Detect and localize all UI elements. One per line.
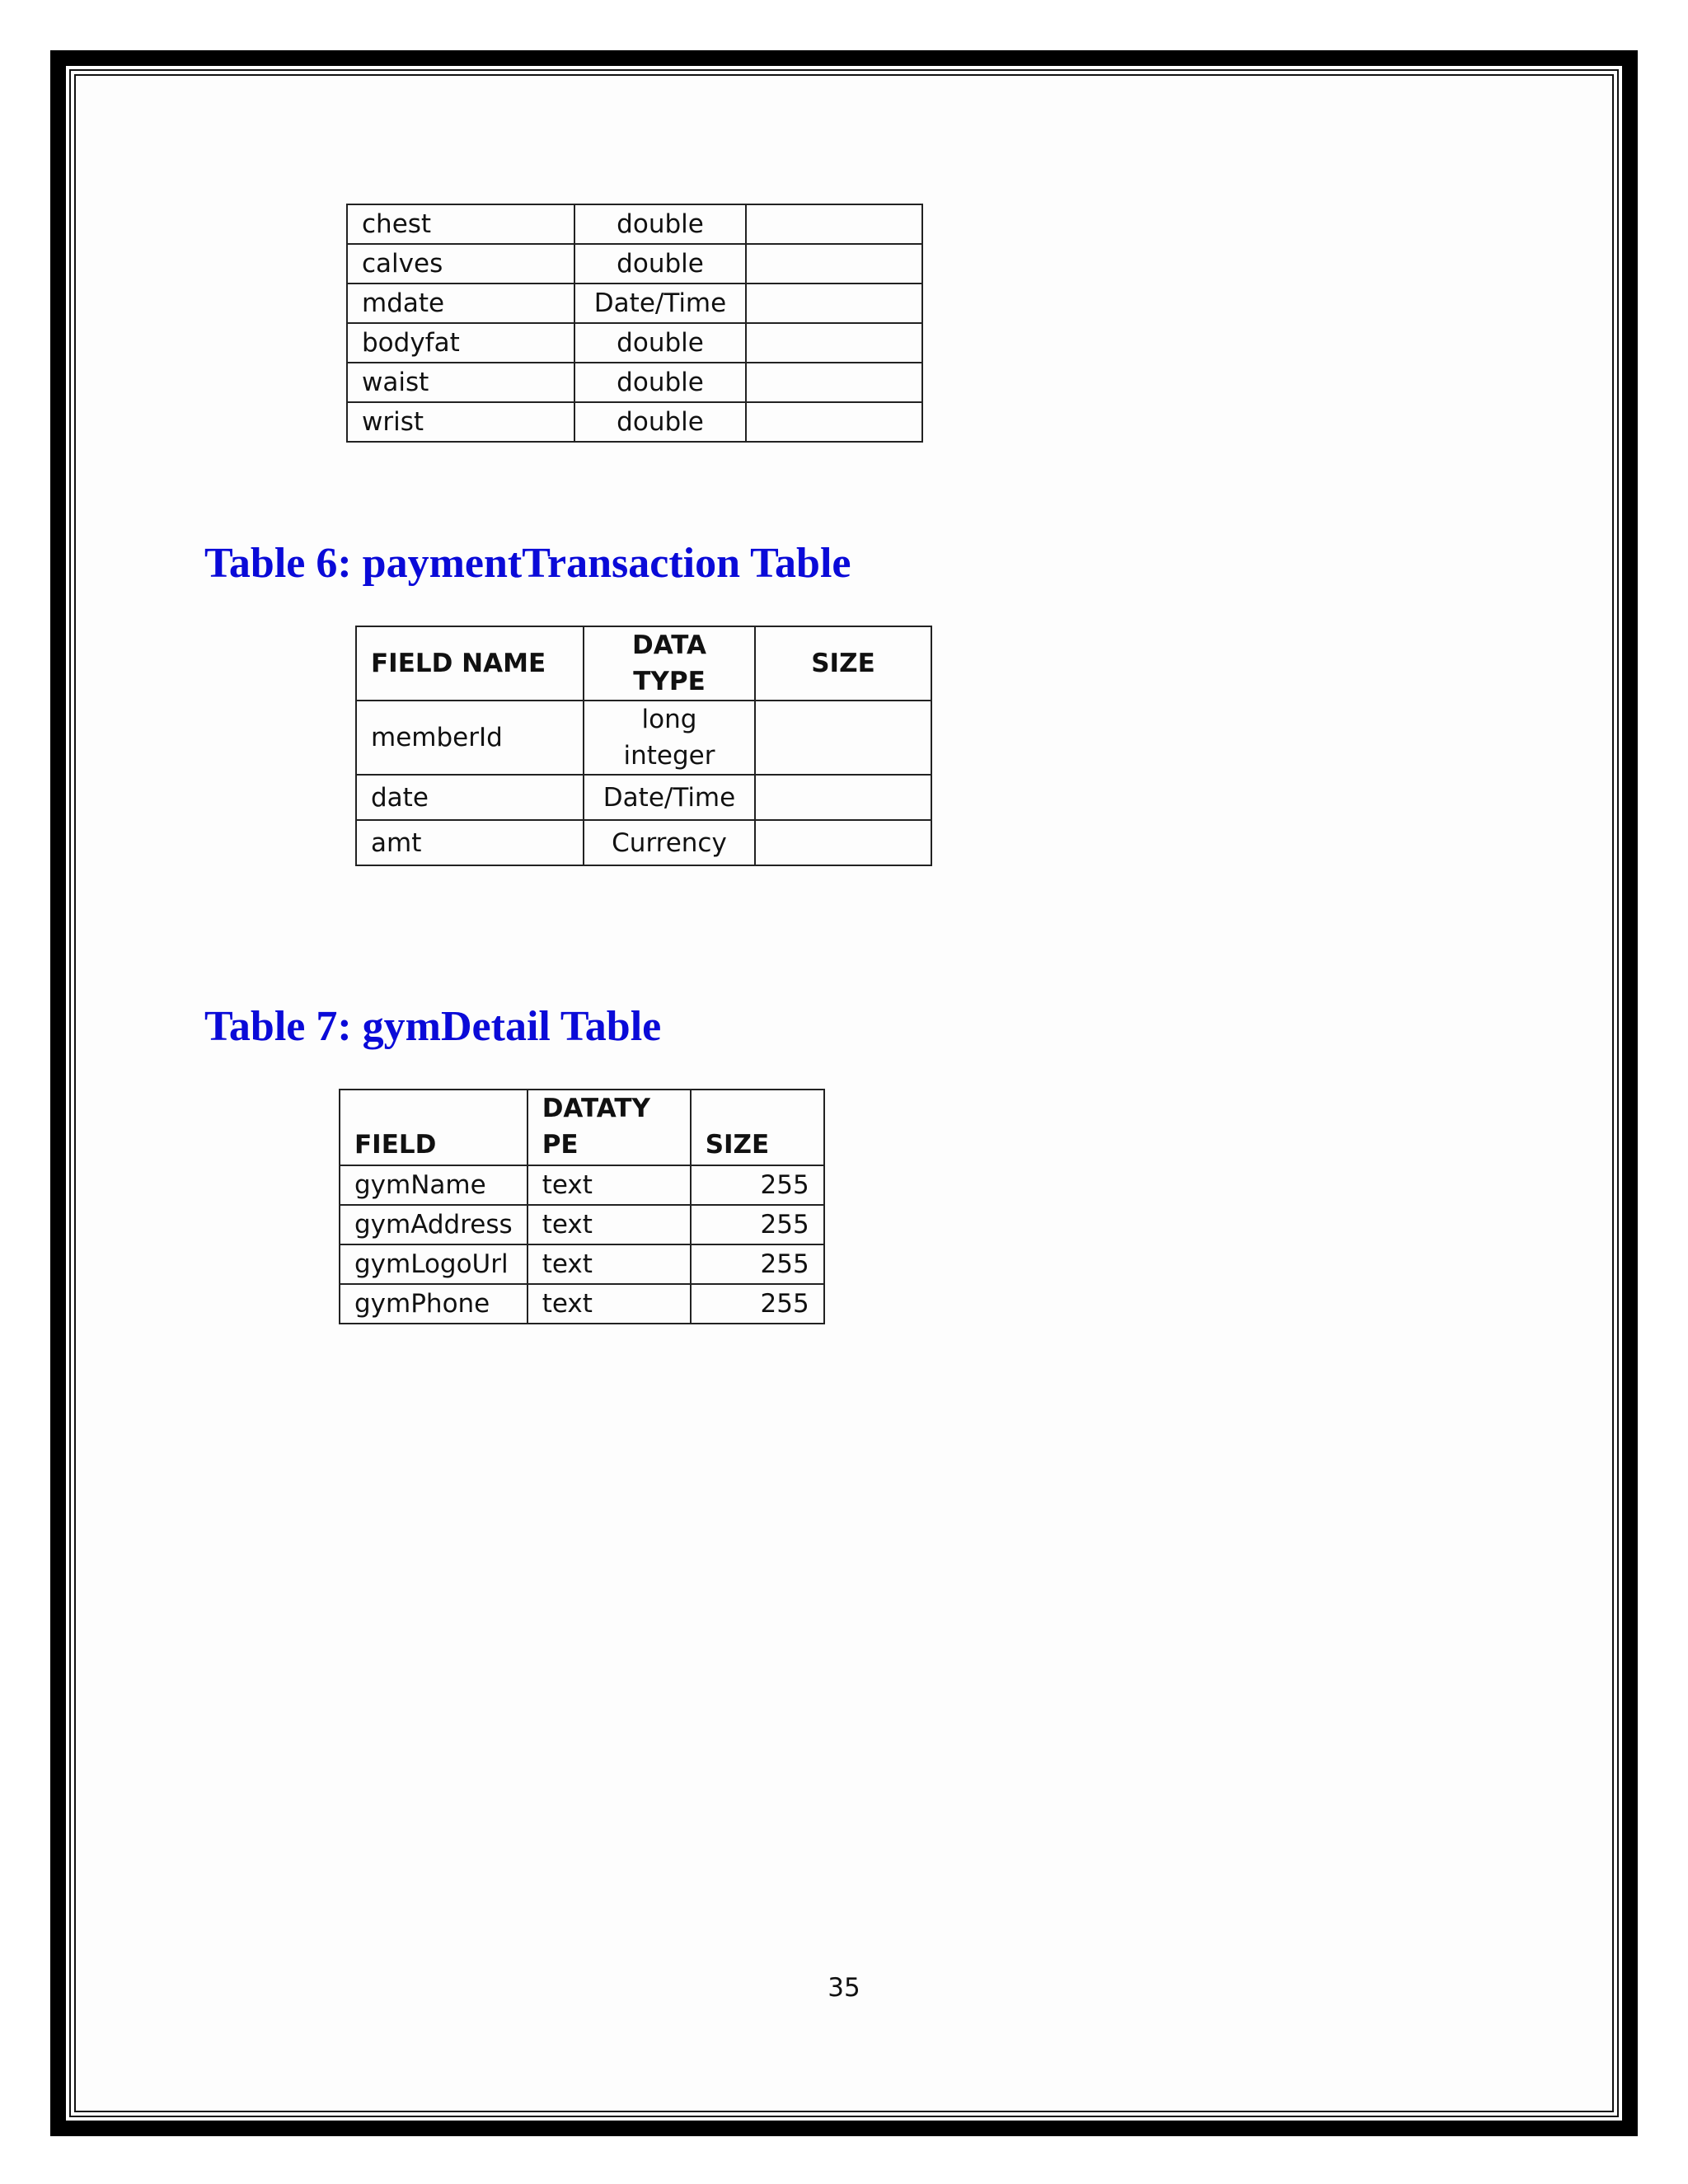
size-cell: [746, 323, 922, 363]
datatype-cell: text: [528, 1165, 691, 1205]
datatype-text: long integer: [623, 705, 715, 771]
field-cell: gymLogoUrl: [340, 1244, 528, 1284]
table-row: [347, 204, 922, 244]
field-cell: wrist: [347, 402, 574, 442]
size-cell: 255: [691, 1244, 824, 1284]
datatype-cell: double: [574, 402, 746, 442]
column-header-field: FIELD: [340, 1090, 528, 1165]
field-cell: amt: [356, 820, 584, 865]
field-cell: gymName: [340, 1165, 528, 1205]
datatype-cell: text: [528, 1244, 691, 1284]
field-cell: gymAddress: [340, 1205, 528, 1244]
field-cell: date: [356, 775, 584, 820]
size-cell: [755, 820, 931, 865]
datatype-cell: double: [574, 204, 746, 244]
table-row: [356, 775, 931, 820]
column-header-datatype: [528, 1090, 691, 1165]
payment-transaction-table: [355, 626, 932, 866]
datatype-header-text: DATATYPE: [542, 1094, 650, 1160]
table-row: [340, 1165, 824, 1205]
field-cell: waist: [347, 363, 574, 402]
gym-detail-table: [339, 1089, 825, 1324]
column-header-size: SIZE: [691, 1090, 824, 1165]
table6-heading: Table 6: paymentTransaction Table: [204, 540, 851, 587]
size-cell: [746, 284, 922, 323]
table-row: [340, 1284, 824, 1324]
size-cell: [746, 204, 922, 244]
table-row: [347, 323, 922, 363]
datatype-cell: Currency: [584, 820, 755, 865]
column-header-size: SIZE: [755, 626, 931, 701]
datatype-cell: Date/Time: [574, 284, 746, 323]
size-cell: 255: [691, 1205, 824, 1244]
column-header-data-type: DATA TYPE: [584, 626, 755, 701]
table7-heading: Table 7: gymDetail Table: [204, 1003, 662, 1050]
datatype-cell: Date/Time: [584, 775, 755, 820]
field-cell: mdate: [347, 284, 574, 323]
table-row: [347, 402, 922, 442]
size-cell: [746, 244, 922, 284]
column-header-field-name: FIELD NAME: [356, 626, 584, 701]
size-cell: 255: [691, 1165, 824, 1205]
size-cell: [746, 363, 922, 402]
datatype-cell: double: [574, 244, 746, 284]
table-header-row: [340, 1090, 824, 1165]
datatype-cell: [584, 701, 755, 775]
datatype-cell: text: [528, 1284, 691, 1324]
measurements-table-continued: [346, 204, 923, 443]
table-row: [347, 363, 922, 402]
table-row: [340, 1205, 824, 1244]
table-row: [340, 1244, 824, 1284]
table-header-row: [356, 626, 931, 701]
size-cell: 255: [691, 1284, 824, 1324]
page-number: 35: [828, 1973, 860, 2003]
field-cell: bodyfat: [347, 323, 574, 363]
datatype-cell: double: [574, 363, 746, 402]
field-cell: memberId: [356, 701, 584, 775]
size-cell: [755, 701, 931, 775]
size-cell: [755, 775, 931, 820]
datatype-cell: text: [528, 1205, 691, 1244]
field-cell: gymPhone: [340, 1284, 528, 1324]
size-cell: [746, 402, 922, 442]
datatype-cell: double: [574, 323, 746, 363]
table-row: [356, 820, 931, 865]
field-cell: chest: [347, 204, 574, 244]
table-row: [347, 284, 922, 323]
table-row: [356, 701, 931, 775]
table-row: [347, 244, 922, 284]
field-cell: calves: [347, 244, 574, 284]
